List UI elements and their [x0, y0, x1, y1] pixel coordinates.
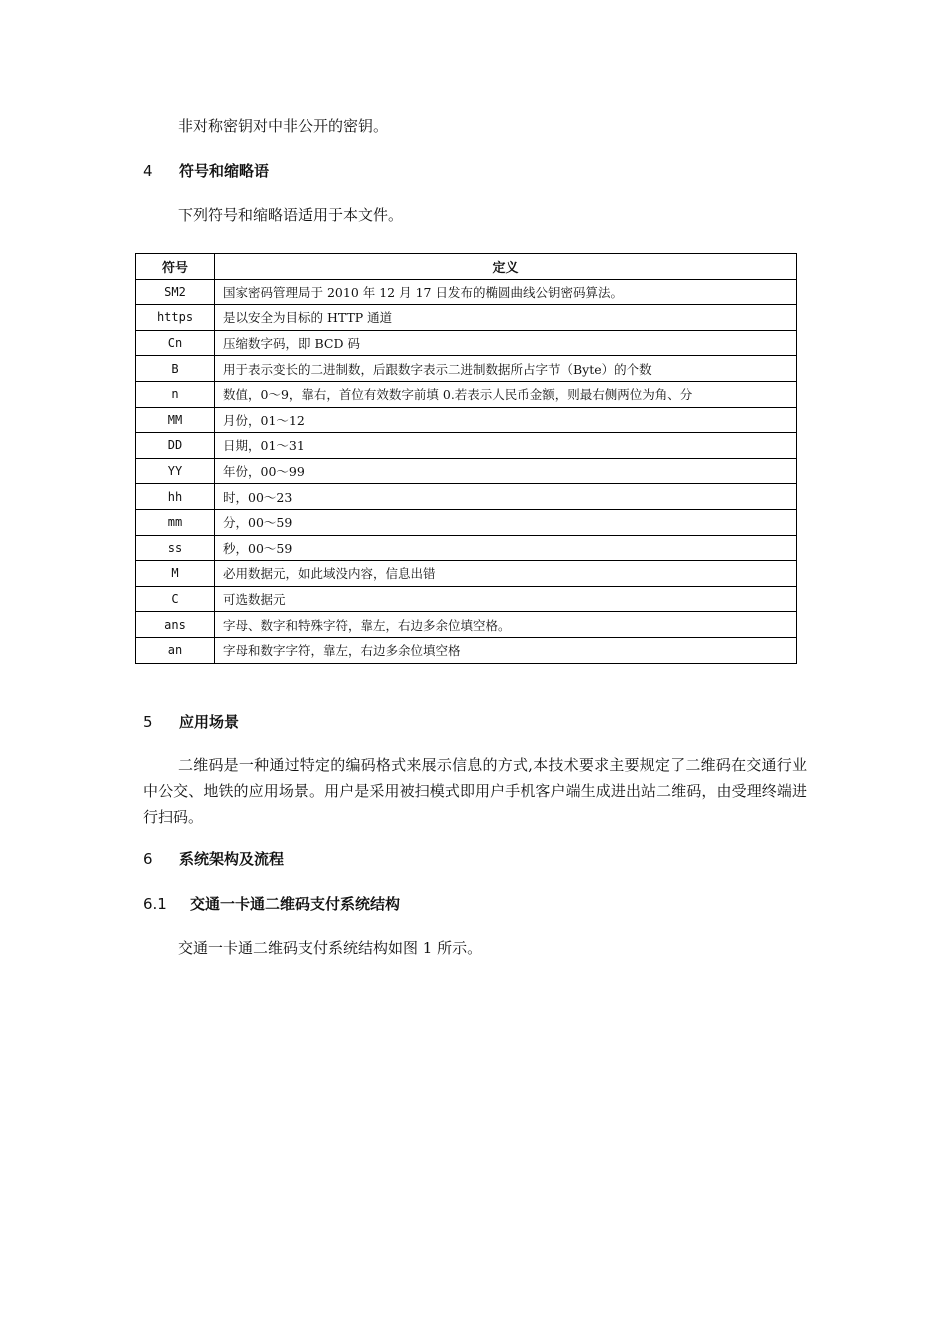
- symbol-cell: MM: [136, 407, 215, 433]
- section-6-1-heading: [143, 893, 400, 914]
- definition-cell: 月份，01～12: [215, 407, 797, 433]
- section-number: 5: [143, 713, 153, 731]
- section-4-heading: [143, 160, 269, 181]
- symbol-cell: n: [136, 381, 215, 407]
- symbol-cell: SM2: [136, 279, 215, 305]
- symbol-cell: hh: [136, 484, 215, 510]
- section-5-heading: [143, 711, 239, 732]
- section-number: 6: [143, 850, 153, 868]
- table-row: [136, 458, 797, 484]
- table-row: [136, 637, 797, 663]
- definition-cell: 用于表示变长的二进制数，后跟数字表示二进制数据所占字节（Byte）的个数: [215, 356, 797, 382]
- table-row: [136, 433, 797, 459]
- definition-cell: 必用数据元，如此域没内容，信息出错: [215, 561, 797, 587]
- table-row: [136, 381, 797, 407]
- table-row: [136, 330, 797, 356]
- definition-cell: 国家密码管理局于 2010 年 12 月 17 日发布的椭圆曲线公钥密码算法。: [215, 279, 797, 305]
- section-title: 交通一卡通二维码支付系统结构: [190, 895, 401, 913]
- section-title: 应用场景: [179, 713, 240, 731]
- table-row: [136, 279, 797, 305]
- section-6-1-body: 交通一卡通二维码支付系统结构如图 1 所示。: [178, 939, 483, 957]
- symbol-cell: mm: [136, 509, 215, 535]
- definition-cell: 秒，00～59: [215, 535, 797, 561]
- intro-line: 非对称密钥对中非公开的密钥。: [178, 117, 389, 135]
- symbol-cell: an: [136, 637, 215, 663]
- symbol-cell: C: [136, 586, 215, 612]
- table-row: [136, 561, 797, 587]
- section-title: 系统架构及流程: [179, 850, 285, 868]
- table-row: [136, 407, 797, 433]
- definition-cell: 可选数据元: [215, 586, 797, 612]
- symbol-cell: https: [136, 305, 215, 331]
- symbols-table: [135, 253, 797, 664]
- definition-cell: 时，00～23: [215, 484, 797, 510]
- section-number: 6.1: [143, 895, 167, 913]
- symbol-cell: YY: [136, 458, 215, 484]
- table-header-row: [136, 254, 797, 280]
- symbol-cell: ans: [136, 612, 215, 638]
- definition-cell: 字母、数字和特殊字符，靠左，右边多余位填空格。: [215, 612, 797, 638]
- table-row: [136, 586, 797, 612]
- symbol-cell: ss: [136, 535, 215, 561]
- table-row: [136, 509, 797, 535]
- table-row: [136, 535, 797, 561]
- symbol-cell: Cn: [136, 330, 215, 356]
- section-4-intro: 下列符号和缩略语适用于本文件。: [178, 206, 404, 224]
- table-row: [136, 484, 797, 510]
- definition-cell: 数值，0～9，靠右，首位有效数字前填 0.若表示人民币金额，则最右侧两位为角、分: [215, 381, 797, 407]
- definition-cell: 日期，01～31: [215, 433, 797, 459]
- section-title: 符号和缩略语: [179, 162, 270, 180]
- section-number: 4: [143, 162, 153, 180]
- symbol-cell: B: [136, 356, 215, 382]
- definition-cell: 压缩数字码，即 BCD 码: [215, 330, 797, 356]
- table-row: [136, 356, 797, 382]
- header-symbol: 符号: [136, 254, 215, 280]
- symbol-cell: DD: [136, 433, 215, 459]
- table-row: [136, 612, 797, 638]
- section-5-body: 二维码是一种通过特定的编码格式来展示信息的方式,本技术要求主要规定了二维码在交通行业中公交、地铁的应用场景。用户是采用被扫模式即用户手机客户端生成进出站二维码，由受理终端进行扫码。: [143, 756, 807, 826]
- section-6-heading: [143, 848, 284, 869]
- definition-cell: 是以安全为目标的 HTTP 通道: [215, 305, 797, 331]
- definition-cell: 字母和数字字符，靠左，右边多余位填空格: [215, 637, 797, 663]
- definition-cell: 分，00～59: [215, 509, 797, 535]
- symbol-cell: M: [136, 561, 215, 587]
- header-definition: 定义: [215, 254, 797, 280]
- table-row: [136, 305, 797, 331]
- definition-cell: 年份，00～99: [215, 458, 797, 484]
